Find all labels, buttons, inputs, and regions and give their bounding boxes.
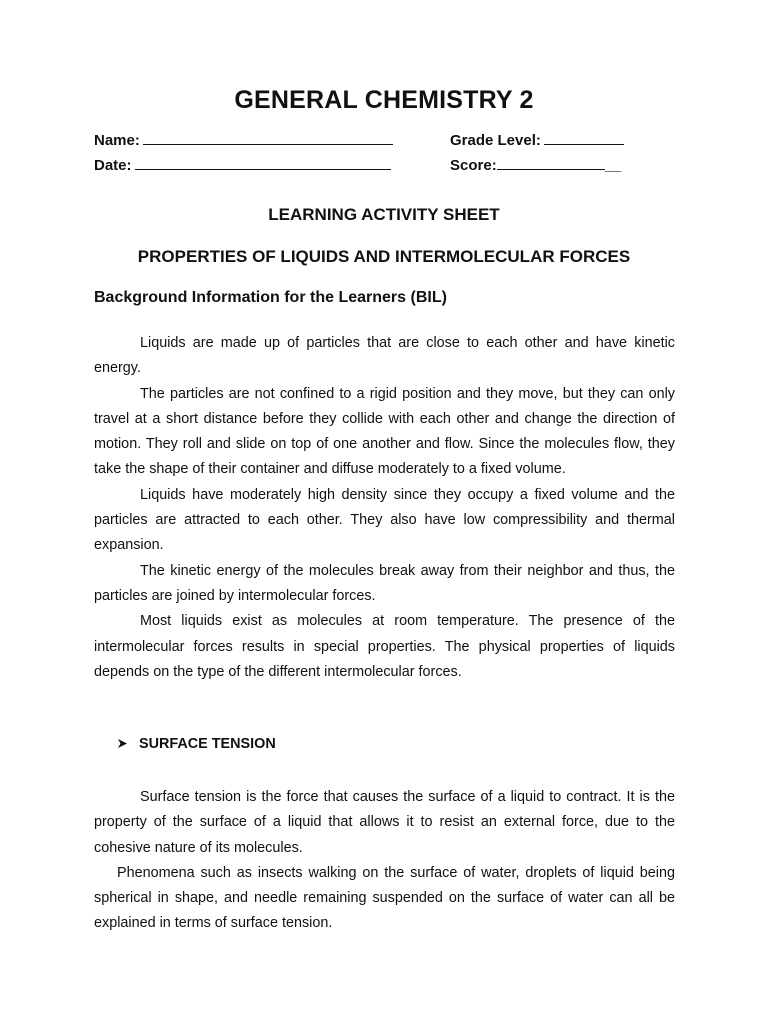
- bil-paragraph: Most liquids exist as molecules at room temperature. The presence of the intermolecular forces results in special properties. The physical properties of liquids depends on the type of the different intermolecular forces.: [94, 613, 675, 680]
- name-field: [94, 129, 393, 149]
- score-label: Score:: [450, 157, 497, 174]
- bil-heading: Background Information for the Learners (BIL): [94, 289, 447, 306]
- surface-tension-paragraph: Phenomena such as insects walking on the surface of water, droplets of liquid being spherical in shape, and needle remaining suspended on the surface of water can all be explained in terms of surface tension.: [94, 864, 675, 932]
- date-field: [94, 154, 391, 174]
- name-label: Name:: [94, 132, 140, 149]
- bil-paragraph: The particles are not confined to a rigid position and they move, but they can only travel at a short distance before they collide with each other and change the direction of motion. They roll and slide on top of one another and flow. Since the molecules flow, they take the shape of their container and diffuse moderately to a fixed volume.: [94, 385, 675, 478]
- topic-title: PROPERTIES OF LIQUIDS AND INTERMOLECULAR FORCES: [137, 247, 631, 266]
- bil-paragraph: Liquids are made up of particles that are close to each other and have kinetic energy.: [94, 335, 675, 377]
- score-suffix: __: [604, 157, 622, 174]
- date-score-row: [94, 154, 694, 174]
- surface-tension-heading-row: [117, 736, 276, 752]
- grade-level-label: Grade Level:: [450, 132, 541, 149]
- surface-tension-body: [94, 785, 675, 937]
- surface-tension-heading: SURFACE TENSION: [139, 736, 276, 752]
- surface-tension-paragraph: Surface tension is the force that causes the surface of a liquid to contract. It is the property of the surface of a liquid that allows it to resist an external force, due to the cohesive nature of its molecules.: [94, 789, 675, 856]
- grade-level-field: [450, 129, 624, 149]
- name-blank-line: [143, 129, 393, 145]
- bil-body: [94, 331, 675, 685]
- arrowhead-bullet-icon: [117, 736, 139, 751]
- bil-paragraph: The kinetic energy of the molecules break away from their neighbor and thus, the particles are joined by intermolecular forces.: [94, 562, 675, 604]
- score-blank-line: [497, 154, 605, 170]
- document-title: GENERAL CHEMISTRY 2: [234, 86, 534, 114]
- score-field: [450, 154, 621, 174]
- sheet-title: LEARNING ACTIVITY SHEET: [268, 205, 500, 224]
- grade-level-blank-line: [544, 129, 624, 145]
- date-label: Date:: [94, 157, 132, 174]
- date-blank-line: [135, 154, 391, 170]
- bil-paragraph: Liquids have moderately high density since they occupy a fixed volume and the particles are attracted to each other. They also have low compressibility and thermal expansion.: [94, 486, 675, 554]
- name-grade-row: [94, 129, 694, 149]
